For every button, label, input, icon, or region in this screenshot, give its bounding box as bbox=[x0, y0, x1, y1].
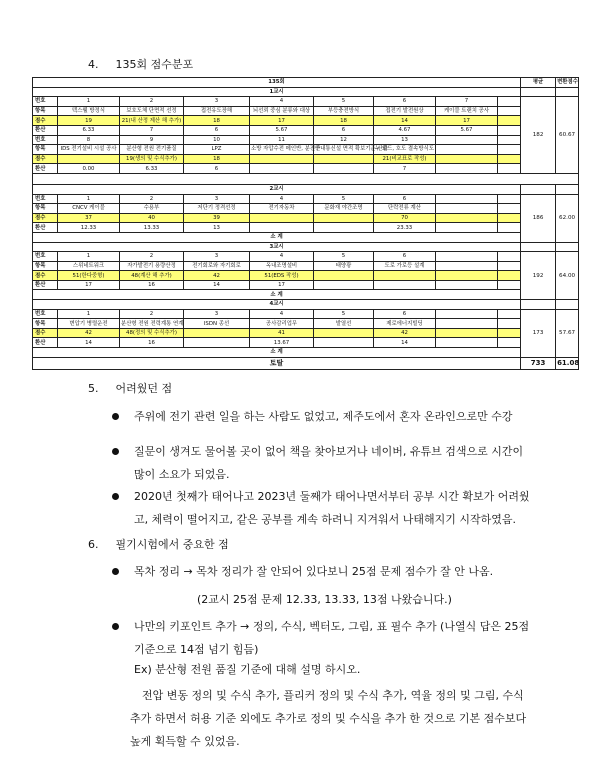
bullet-dot-icon bbox=[112, 568, 119, 575]
session-2-avg: 186 bbox=[521, 194, 556, 242]
session-2-converted: 62.00 bbox=[556, 194, 579, 242]
session-1-score-row: 점수 19 21(내 산정 제산 해 추가) 18 17 18 14 17 bbox=[33, 116, 579, 126]
session-2-number-row: 번호 1 2 3 4 5 6 186 62.00 bbox=[33, 194, 579, 204]
important-bullet-2: 나만의 키포인트 추가 → 정의, 수식, 벡터도, 그림, 표 필수 추가 (나열식 답은 25점 기준으로 14점 넘기 힘듬) bbox=[112, 615, 532, 661]
session-3-conv-row: 환산 17 16 14 17 bbox=[33, 280, 579, 290]
session-3-item-row: 항목 스위네트워크 자가발전기 용량산정 전기회로와 자기회로 옥내조명설비 태양광 도로 가로등 설계 bbox=[33, 261, 579, 271]
section-6-heading bbox=[88, 536, 229, 552]
bullet-dot-icon bbox=[112, 623, 119, 630]
converted-header: 변환점수 bbox=[557, 79, 578, 86]
section-6-title: 필기시험에서 중요한 점 bbox=[115, 538, 229, 551]
bullet-dot-icon bbox=[112, 493, 119, 500]
session-4-subtotal: 소 계 bbox=[33, 348, 521, 358]
section-4-heading bbox=[88, 56, 193, 72]
session-3-subtotal: 소 계 bbox=[33, 290, 521, 300]
table-title: 135회 bbox=[33, 78, 521, 88]
session-1-conv-row: 환산 6.33 7 6 5.67 6 4.67 5.67 bbox=[33, 125, 579, 135]
session-4-item-row: 항목 변압기 병렬운전 분산형 전원 전력계통 연계 ISDN 종선 공사감리업무 발열선 제로에너지빌딩 bbox=[33, 319, 579, 329]
session-2-item-row: 항목 CNCV 케이블 수용부 저단기 정격선정 전기자동차 문화재 야간조명 단락전류 계산 bbox=[33, 204, 579, 214]
session-4-score-row: 점수 42 48(정의 및 수식추가) 41 42 bbox=[33, 328, 579, 338]
session-3-avg: 192 bbox=[521, 252, 556, 300]
session-3-title: 3교시 bbox=[33, 242, 521, 252]
score-note: (2교시 25점 문제 12.33, 13.33, 13점 나왔습니다.) bbox=[197, 593, 452, 606]
session-1-conv-row-2: 환산 0.00 6.33 6 7 bbox=[33, 164, 579, 174]
session-2-score-row: 점수 37 40 39 70 bbox=[33, 213, 579, 223]
session-4-number-row: 번호 1 2 3 4 5 6 173 57.67 bbox=[33, 309, 579, 319]
session-1-score-row-2: 점수 19(생의 및 수식추가) 18 21(비교표로 작성) bbox=[33, 154, 579, 164]
important-bullet-1: 목차 정리 → 목차 정리가 잘 안되어 있다보니 25점 문제 점수가 잘 안 나옴. bbox=[112, 560, 532, 583]
difficulty-bullet-2: 질문이 생겨도 물어볼 곳이 없어 책을 찾아보거나 네이버, 유튜브 검색으로 시간이 많이 소요가 되었음. bbox=[112, 440, 532, 486]
session-1-converted: 60.67 bbox=[556, 97, 579, 174]
session-4-conv-row: 환산 14 16 13.67 14 bbox=[33, 338, 579, 348]
total-sum: 733 bbox=[521, 357, 556, 369]
total-avg: 61.08 bbox=[557, 359, 580, 368]
session-1-number-row-2: 번호 8 9 10 11 12 13 bbox=[33, 135, 579, 145]
section-4-title: 135회 점수분포 bbox=[115, 58, 194, 71]
session-4-converted: 57.67 bbox=[556, 309, 579, 357]
section-5-title: 어려웠던 점 bbox=[115, 382, 173, 395]
example-question: Ex) 분산형 전원 품질 기준에 대해 설명 하시오. bbox=[134, 663, 361, 676]
session-2-conv-row: 환산 12.33 13.33 13 23.33 bbox=[33, 223, 579, 233]
section-5-number: 5. bbox=[88, 382, 99, 395]
session-1-avg: 182 bbox=[521, 97, 556, 174]
session-1-item-row-2: 항목 IDS 전기설비 시설 공사 분산형 전원 전기품질 LPZ 소방 자압수전 메인반, 분전반 구내통신설 면적 확보기준 산출 누 회드, 호도 결속방식도 bbox=[33, 145, 579, 155]
difficulty-bullet-1: 주위에 전기 관련 일을 하는 사람도 없었고, 제주도에서 혼자 온라인으로만 수강 bbox=[112, 405, 532, 428]
bullet-dot-icon bbox=[112, 413, 119, 420]
session-2-subtotal: 소 계 bbox=[33, 232, 521, 242]
session-4-title: 4교시 bbox=[33, 300, 521, 310]
session-3-score-row: 점수 51(한다중형) 48(계산 해 추가) 42 51(EDS 작성) bbox=[33, 271, 579, 281]
session-1-title: 1교시 bbox=[33, 87, 521, 97]
difficulty-bullet-3: 2020년 첫째가 태어나고 2023년 둘째가 태어나면서부터 공부 시간 확보가 어려웠고, 체력이 떨어지고, 같은 공부를 계속 하려니 지겨워서 나태해지기 시작하였음. bbox=[112, 485, 532, 531]
session-2-title: 2교시 bbox=[33, 184, 521, 194]
session-4-avg: 173 bbox=[521, 309, 556, 357]
total-label: 토탈 bbox=[33, 357, 521, 369]
session-1-item-row: 항목 텍스웰 방정식 보호도체 단면적 선정 접전유도장해 뇌선뢰 중심 분류와 대상 부등충전방식 접전기 발전원상 케이블 트랜치 공사 bbox=[33, 106, 579, 116]
section-5-heading bbox=[88, 380, 172, 396]
total-row bbox=[33, 357, 579, 369]
bullet-dot-icon bbox=[112, 448, 119, 455]
example-explanation: 전압 변동 정의 및 수식 추가, 플리커 정의 및 수식 추가, 역율 정의 및 그림, 수식 추가 하면서 허용 기준 외에도 추가로 정의 및 수식을 추가 한 것으로 기본 점수보다 높게 획득할 수 있었음. bbox=[130, 689, 527, 748]
section-4-number: 4. bbox=[88, 58, 99, 71]
session-1-number-row: 번호 1 2 3 4 5 6 7 182 60.67 bbox=[33, 97, 579, 107]
section-6-number: 6. bbox=[88, 538, 99, 551]
avg-header: 평균 bbox=[521, 78, 556, 88]
score-distribution-table bbox=[32, 77, 579, 370]
session-3-number-row: 번호 1 2 3 4 5 6 192 64.00 bbox=[33, 252, 579, 262]
session-3-converted: 64.00 bbox=[556, 252, 579, 300]
